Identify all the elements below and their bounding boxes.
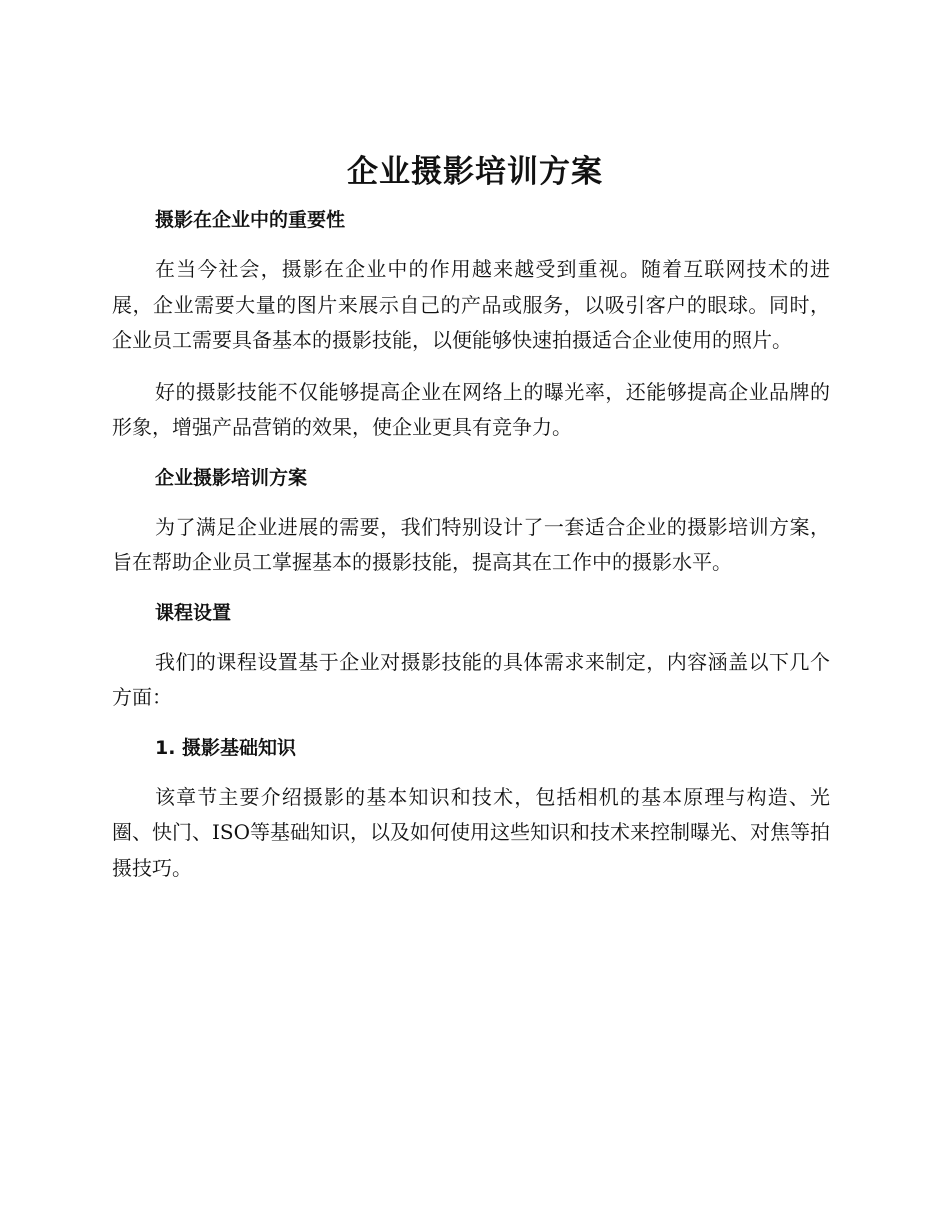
paragraph-importance-2: 好的摄影技能不仅能够提高企业在网络上的曝光率，还能够提高企业品牌的形象，增强产品营销的效果，使企业更具有竞争力。	[112, 379, 830, 439]
section-heading-plan: 企业摄影培训方案	[155, 466, 308, 489]
document-body	[112, 204, 830, 902]
section-heading-courses: 课程设置	[155, 601, 232, 624]
paragraph-basics: 该章节主要介绍摄影的基本知识和技术，包括相机的基本原理与构造、光圈、快门、ISO等基础知识，以及如何使用这些知识和技术来控制曝光、对焦等拍摄技巧。	[112, 784, 830, 880]
document-title: 企业摄影培训方案	[347, 154, 603, 190]
paragraph-plan: 为了满足企业进展的需要，我们特别设计了一套适合企业的摄影培训方案，旨在帮助企业员工掌握基本的摄影技能，提高其在工作中的摄影水平。	[112, 514, 830, 574]
paragraph-courses: 我们的课程设置基于企业对摄影技能的具体需求来制定，内容涵盖以下几个方面：	[112, 649, 830, 709]
section-heading-importance: 摄影在企业中的重要性	[155, 209, 346, 231]
paragraph-importance-1: 在当今社会，摄影在企业中的作用越来越受到重视。随着互联网技术的进展，企业需要大量的图片来展示自己的产品或服务，以吸引客户的眼球。同时，企业员工需要具备基本的摄影技能，以便能够快速拍摄适合企业使用的照片。	[112, 257, 830, 352]
section-heading-basics: 1. 摄影基础知识	[155, 736, 297, 759]
